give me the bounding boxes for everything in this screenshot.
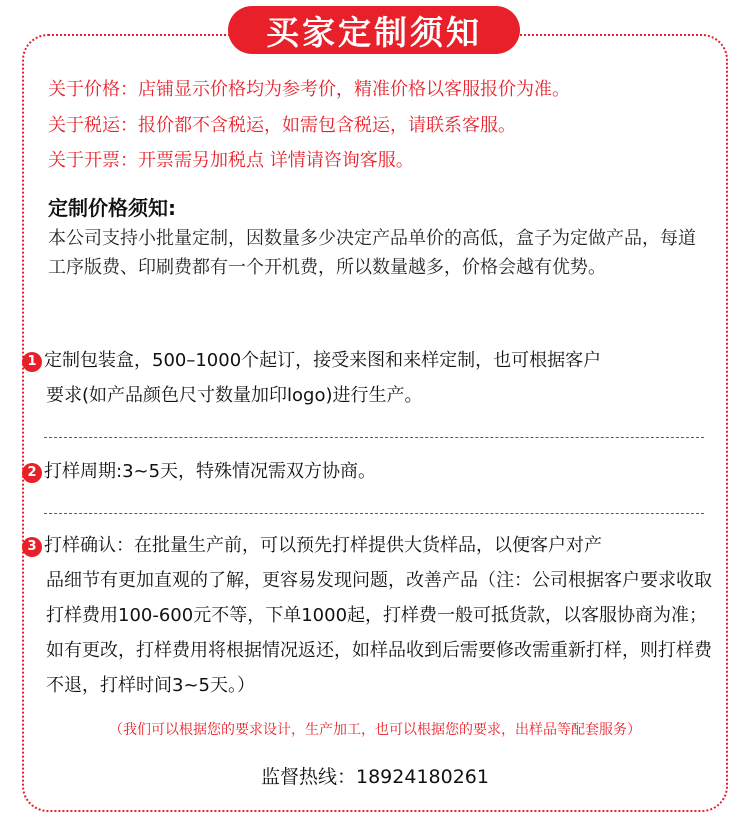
item-3-first-line: 打样确认：在批量生产前，可以预先打样提供大货样品，以便客户对产: [44, 535, 602, 556]
service-note: （我们可以根据您的要求设计，生产加工，也可以根据您的要求，出样品等配套服务）: [109, 722, 641, 738]
intro-paragraph: 本公司支持小批量定制，因数量多少决定产品单价的高低，盒子为定做产品，每道工序版费、印刷费都有一个开机费，所以数量越多，价格会越有优势。: [48, 228, 696, 278]
dashed-divider-2: [44, 513, 704, 514]
item-2: [22, 454, 722, 489]
notice-tax-shipping: 关于税运：报价都不含税运，如需包含税运，请联系客服。: [48, 115, 516, 136]
item-3: [22, 528, 722, 703]
item-1-first-line: 定制包装盒，500–1000个起订，接受来图和来样定制，也可根据客户: [44, 350, 602, 371]
notice-invoice: 关于开票：开票需另加税点 详情请咨询客服。: [48, 150, 414, 171]
page-title: 买家定制须知: [228, 6, 520, 54]
number-badge-1: 1: [22, 352, 42, 372]
number-badge-3: 3: [22, 537, 42, 557]
item-3-rest: 品细节有更加直观的了解，更容易发现问题，改善产品（注：公司根据客户要求收取打样费用100-600元不等，下单1000起，打样费一般可抵货款，以客服协商为准；如有更改，打样费用将根据情况返还，如样品收到后需要修改需重新打样，则打样费不退，打样时间3~5天。）: [46, 570, 712, 696]
number-badge-2: 2: [22, 463, 42, 483]
item-1: [22, 343, 722, 413]
notice-price: 关于价格：店铺显示价格均为参考价，精准价格以客服报价为准。: [48, 79, 570, 100]
dashed-divider-1: [44, 437, 704, 438]
item-2-first-line: 打样周期:3~5天，特殊情况需双方协商。: [44, 461, 377, 482]
supervision-hotline: 监督热线：18924180261: [261, 766, 489, 788]
section-heading: 定制价格须知:: [48, 196, 176, 220]
item-1-rest: 要求(如产品颜色尺寸数量加印logo)进行生产。: [46, 385, 423, 406]
